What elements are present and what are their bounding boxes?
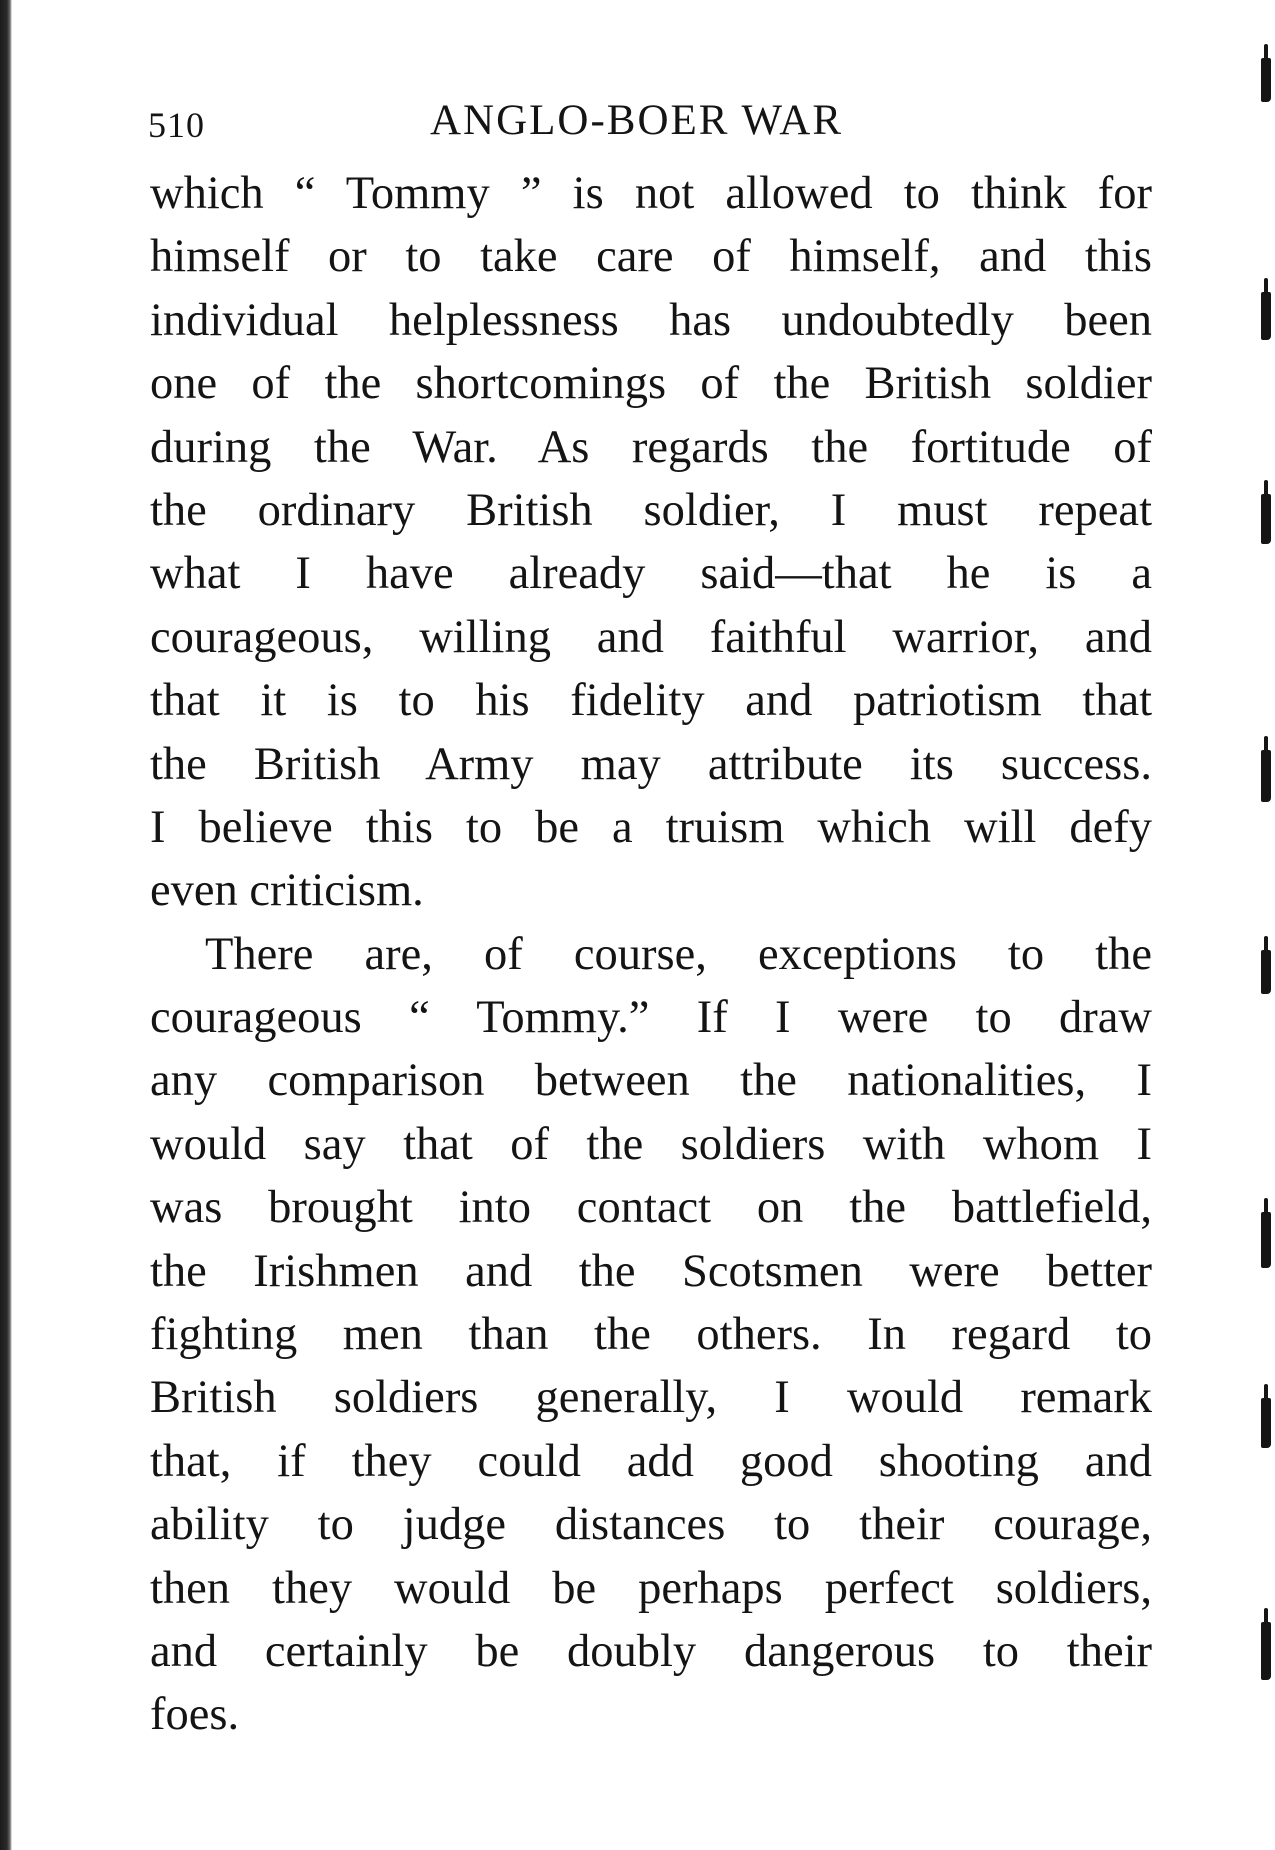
body-text bbox=[150, 162, 1152, 1747]
text-line: that it is to his fidelity and patriotism that bbox=[150, 675, 1152, 727]
text-line: during the War. As regards the fortitude of bbox=[150, 421, 1152, 473]
edge-mark bbox=[1261, 950, 1271, 994]
text-line: even criticism. bbox=[150, 865, 424, 917]
text-line: the ordinary British soldier, I must repeat bbox=[150, 484, 1152, 536]
edge-mark bbox=[1261, 1398, 1271, 1448]
running-title: ANGLO-BOER WAR bbox=[430, 97, 844, 144]
edge-mark bbox=[1261, 1212, 1271, 1268]
text-line: the British Army may attribute its success. bbox=[150, 738, 1152, 790]
edge-mark bbox=[1261, 494, 1271, 544]
edge-mark bbox=[1261, 1622, 1271, 1680]
text-line: British soldiers generally, I would remark bbox=[150, 1372, 1152, 1424]
page-number: 510 bbox=[148, 105, 205, 145]
edge-mark bbox=[1261, 58, 1271, 102]
running-head bbox=[148, 96, 1148, 156]
edge-mark bbox=[1261, 292, 1271, 340]
paragraph-first-line: There are, of course, exceptions to the bbox=[205, 928, 1152, 980]
text-line: and certainly be doubly dangerous to their bbox=[150, 1625, 1152, 1677]
edge-marks bbox=[1235, 0, 1275, 1850]
text-line: what I have already said—that he is a bbox=[150, 548, 1152, 600]
text-line: foes. bbox=[150, 1689, 240, 1741]
text-line: individual helplessness has undoubtedly been bbox=[150, 294, 1152, 346]
text-line: himself or to take care of himself, and this bbox=[150, 231, 1152, 283]
text-line: fighting men than the others. In regard to bbox=[150, 1309, 1152, 1361]
text-line: any comparison between the nationalities, I bbox=[150, 1055, 1152, 1107]
text-line: ability to judge distances to their courage, bbox=[150, 1499, 1152, 1551]
text-line: which “ Tommy ” is not allowed to think for bbox=[150, 168, 1152, 219]
text-line: was brought into contact on the battlefield, bbox=[150, 1182, 1152, 1234]
binding-edge bbox=[0, 0, 12, 1850]
text-line: that, if they could add good shooting and bbox=[150, 1435, 1152, 1487]
text-line: the Irishmen and the Scotsmen were better bbox=[150, 1245, 1152, 1297]
edge-mark bbox=[1261, 750, 1271, 802]
text-line: would say that of the soldiers with whom I bbox=[150, 1118, 1152, 1170]
text-line: I believe this to be a truism which will defy bbox=[150, 801, 1152, 853]
text-line: courageous “ Tommy.” If I were to draw bbox=[150, 992, 1152, 1044]
text-line: courageous, willing and faithful warrior, and bbox=[150, 611, 1152, 663]
text-line: one of the shortcomings of the British soldier bbox=[150, 358, 1152, 410]
text-line: then they would be perhaps perfect soldiers, bbox=[150, 1562, 1152, 1614]
